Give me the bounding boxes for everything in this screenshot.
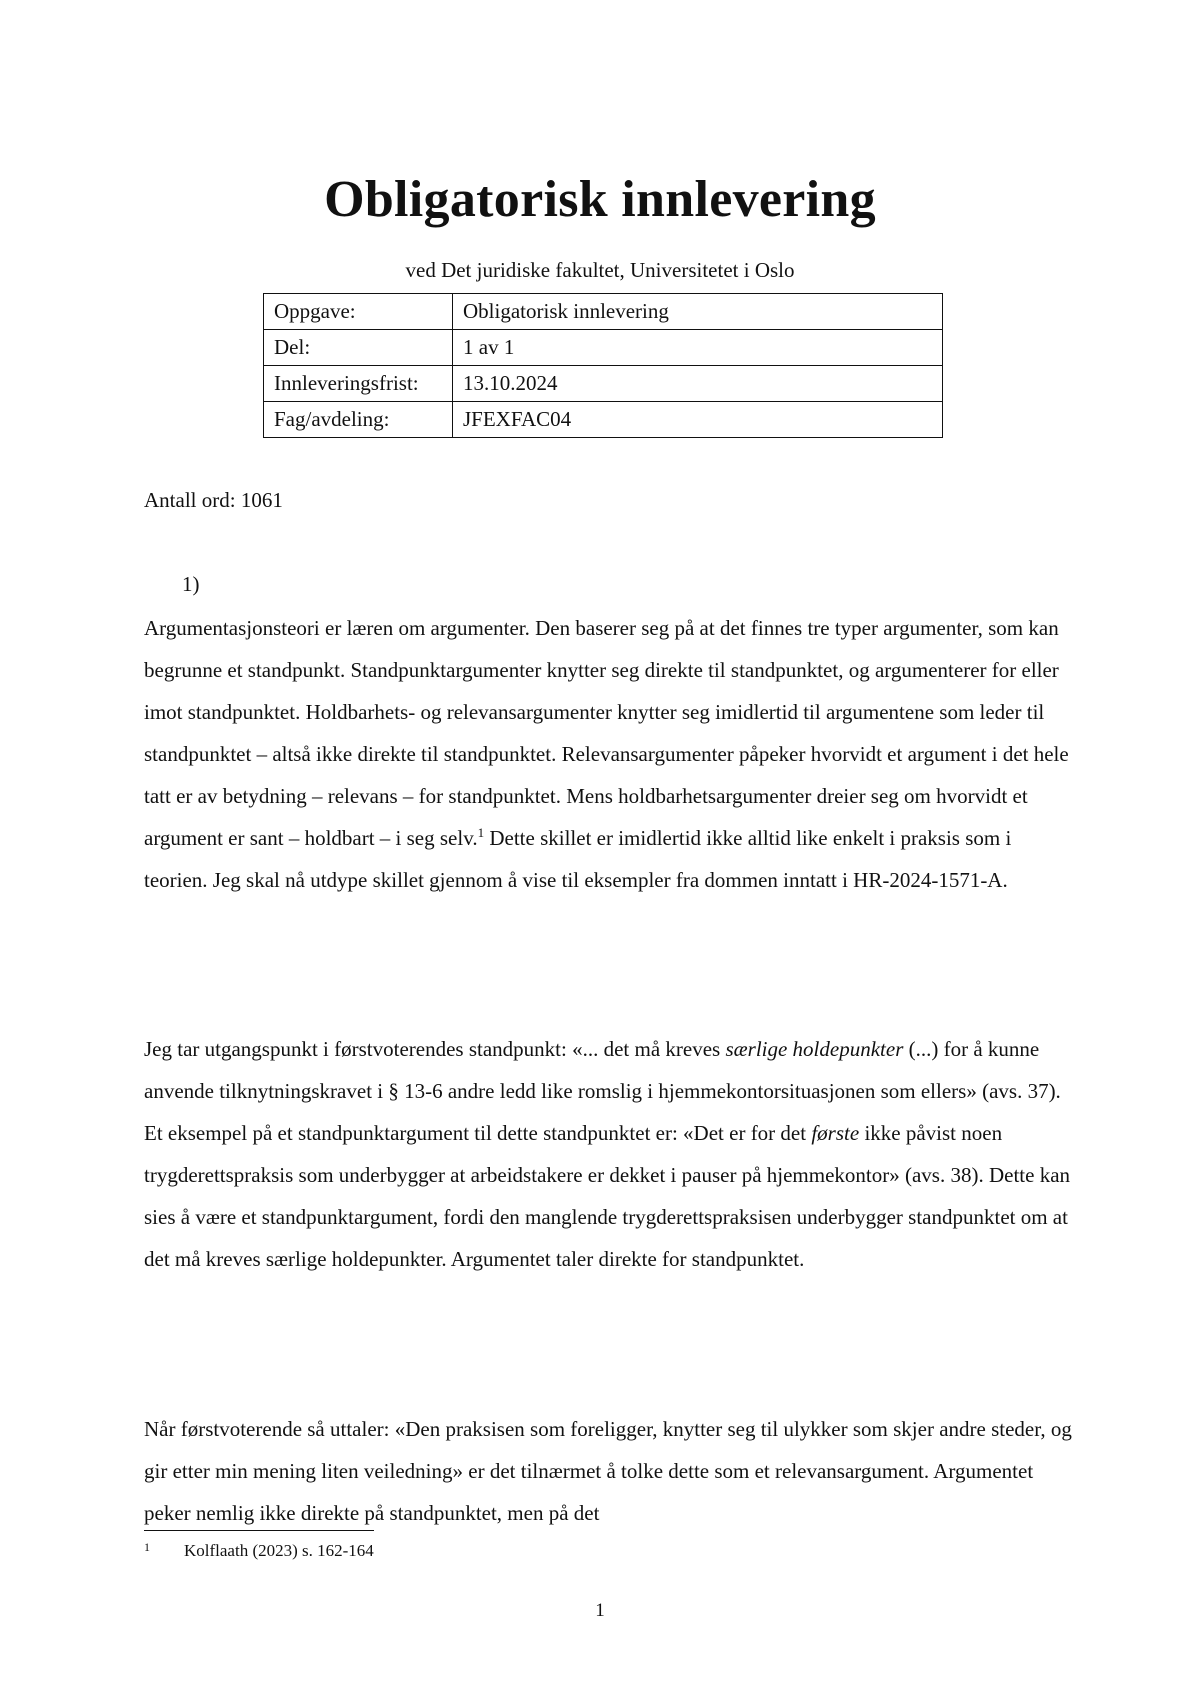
emphasis-text: særlige holdepunkter	[725, 1037, 904, 1061]
footnote-reference[interactable]: 1	[477, 825, 485, 840]
table-label: Innleveringsfrist:	[264, 366, 453, 402]
footnote-text: Kolflaath (2023) s. 162-164	[184, 1541, 374, 1560]
assignment-info-table	[263, 293, 943, 438]
table-row	[264, 330, 943, 366]
table-row	[264, 366, 943, 402]
paragraph-3: Når førstvoterende så uttaler: «Den praksisen som foreligger, knytter seg til ulykker som skjer andre steder, og gir etter min mening liten veiledning» er det tilnærmet å tolke dette som et relevansargument. Argumentet peker nemlig ikke direkte på standpunktet, men på det	[144, 1417, 1072, 1525]
footnote	[144, 1540, 374, 1561]
table-label: Oppgave:	[264, 294, 453, 330]
paragraph-text-continued: Dette skillet er imidlertid ikke alltid like enkelt i praksis som i teorien. Jeg skal nå utdype skillet gjennom å vise til eksempler fra dommen inntatt i HR-2024-1571-A.	[144, 826, 1012, 892]
table-value: 1 av 1	[453, 330, 943, 366]
footnote-separator	[144, 1530, 374, 1531]
paragraph-1	[144, 607, 1074, 901]
paragraph-2	[144, 1028, 1074, 1280]
paragraph-text: (...) for å kunne anvende tilknytningskravet i § 13-6 andre ledd like romslig i hjemmekontorsituasjonen som ellers» (avs. 37). Et eksempel på et standpunktargument til dette standpunktet er: «Det er for det	[144, 1037, 1061, 1145]
table-row	[264, 294, 943, 330]
table-value: 13.10.2024	[453, 366, 943, 402]
page-number: 1	[595, 1600, 605, 1621]
table-value: JFEXFAC04	[453, 402, 943, 438]
document-title: Obligatorisk innlevering	[324, 171, 876, 228]
table-value: Obligatorisk innlevering	[453, 294, 943, 330]
table-row	[264, 402, 943, 438]
paragraph-text: Jeg tar utgangspunkt i førstvoterendes standpunkt: «... det må kreves	[144, 1037, 726, 1061]
table-label: Fag/avdeling:	[264, 402, 453, 438]
document-subtitle: ved Det juridiske fakultet, Universitetet i Oslo	[405, 258, 795, 282]
table-label: Del:	[264, 330, 453, 366]
paragraph-text: ikke påvist noen trygderettspraksis som underbygger at arbeidstakere er dekket i pauser på hjemmekontor» (avs. 38). Dette kan sies å være et standpunktargument, fordi den manglende trygderettspraksisen underbygger standpunktet om at det må kreves særlige holdepunkter. Argumentet taler direkte for standpunktet.	[144, 1121, 1071, 1271]
question-number: 1)	[182, 572, 200, 596]
emphasis-text: første	[811, 1121, 860, 1145]
footnote-number: 1	[144, 1540, 150, 1554]
word-count: Antall ord: 1061	[144, 488, 283, 512]
paragraph-text: Argumentasjonsteori er læren om argumenter. Den baserer seg på at det finnes tre typer argumenter, som kan begrunne et standpunkt. Standpunktargumenter knytter seg direkte til standpunktet, og argumenterer for eller imot standpunktet. Holdbarhets- og relevansargumenter knytter seg imidlertid til argumentene som leder til standpunktet – altså ikke direkte til standpunktet. Relevansargumenter påpeker hvorvidt et argument i det hele tatt er av betydning – relevans – for standpunktet. Mens holdbarhetsargumenter dreier seg om hvorvidt et argument er sant – holdbart – i seg selv.	[144, 616, 1069, 850]
